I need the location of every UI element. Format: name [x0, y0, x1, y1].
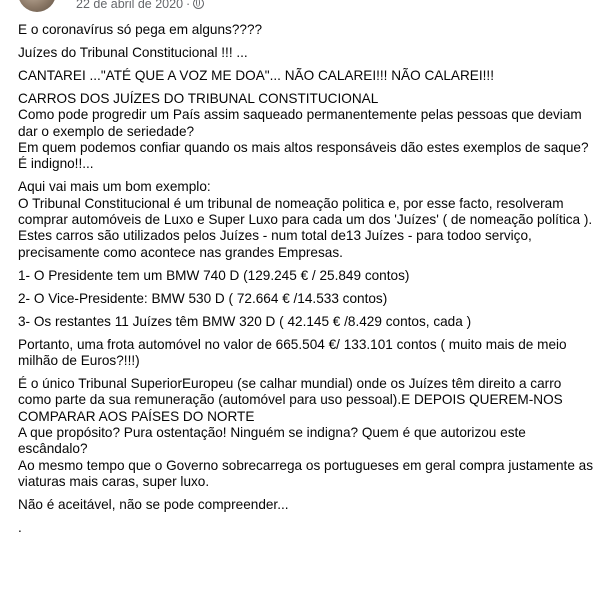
- post-paragraph: Portanto, uma frota automóvel no valor de 665.504 €/ 133.101 contos ( muito mais de meio milhão de Euros?!!!): [18, 336, 567, 368]
- post-paragraph: Não é aceitável, não se pode compreender...: [18, 497, 289, 513]
- avatar[interactable]: [18, 0, 56, 12]
- post-header: [0, 0, 614, 14]
- post-paragraph: .: [18, 520, 22, 536]
- post-paragraph: É o único Tribunal SuperiorEuropeu (se calhar mundial) onde os Juízes têm direito a carro como parte da sua remuneração (automóvel para uso pessoal).E DEPOIS QUEREM-NOS COMPARAR AOS PAÍSES DO NORTE A que propósito? Pura ostentação! Ninguém se indigna? Quem é que autorizou este escândalo? Ao mesmo tempo que o Governo sobrecarrega os portugueses em geral compra justamente as viaturas mais caras, super luxo.: [18, 375, 594, 490]
- post-paragraph: CARROS DOS JUÍZES DO TRIBUNAL CONSTITUCIONAL Como pode progredir um País assim saqueado permanentemente pelas pessoas que deviam dar o exemplo de seriedade? Em quem podemos confiar quando os mais altos responsáveis dão estes exemplos de saque? É indigno!!...: [18, 90, 589, 172]
- post-text: [18, 22, 598, 543]
- globe-icon[interactable]: [193, 0, 204, 9]
- post-paragraph: 1- O Presidente tem um BMW 740 D (129.245 € / 25.849 contos): [18, 267, 410, 283]
- post-paragraph: Aqui vai mais um bom exemplo: O Tribunal Constitucional é um tribunal de nomeação politica e, por esse facto, resolveram comprar automóveis de Luxo e Super Luxo para cada um dos 'Juízes' ( de nomeação política ). Estes carros são utilizados pelos Juízes - num total de13 Juízes - para todoo serviço, precisamente como acontece nas grandes Empresas.: [18, 179, 593, 260]
- meta-separator: ·: [186, 0, 191, 11]
- post-date[interactable]: 22 de abril de 2020: [76, 0, 184, 11]
- post-paragraph: CANTAREI ..."ATÉ QUE A VOZ ME DOA"... NÃO CALAREI!!! NÃO CALAREI!!!: [18, 67, 494, 83]
- post-meta: [76, 0, 204, 11]
- post-paragraph: E o coronavírus só pega em alguns????: [18, 22, 263, 37]
- post-paragraph: Juízes do Tribunal Constitucional !!! ...: [18, 44, 248, 60]
- post-paragraph: 2- O Vice-Presidente: BMW 530 D ( 72.664 € /14.533 contos): [18, 290, 388, 306]
- post-paragraph: 3- Os restantes 11 Juízes têm BMW 320 D ( 42.145 € /8.429 contos, cada ): [18, 313, 472, 329]
